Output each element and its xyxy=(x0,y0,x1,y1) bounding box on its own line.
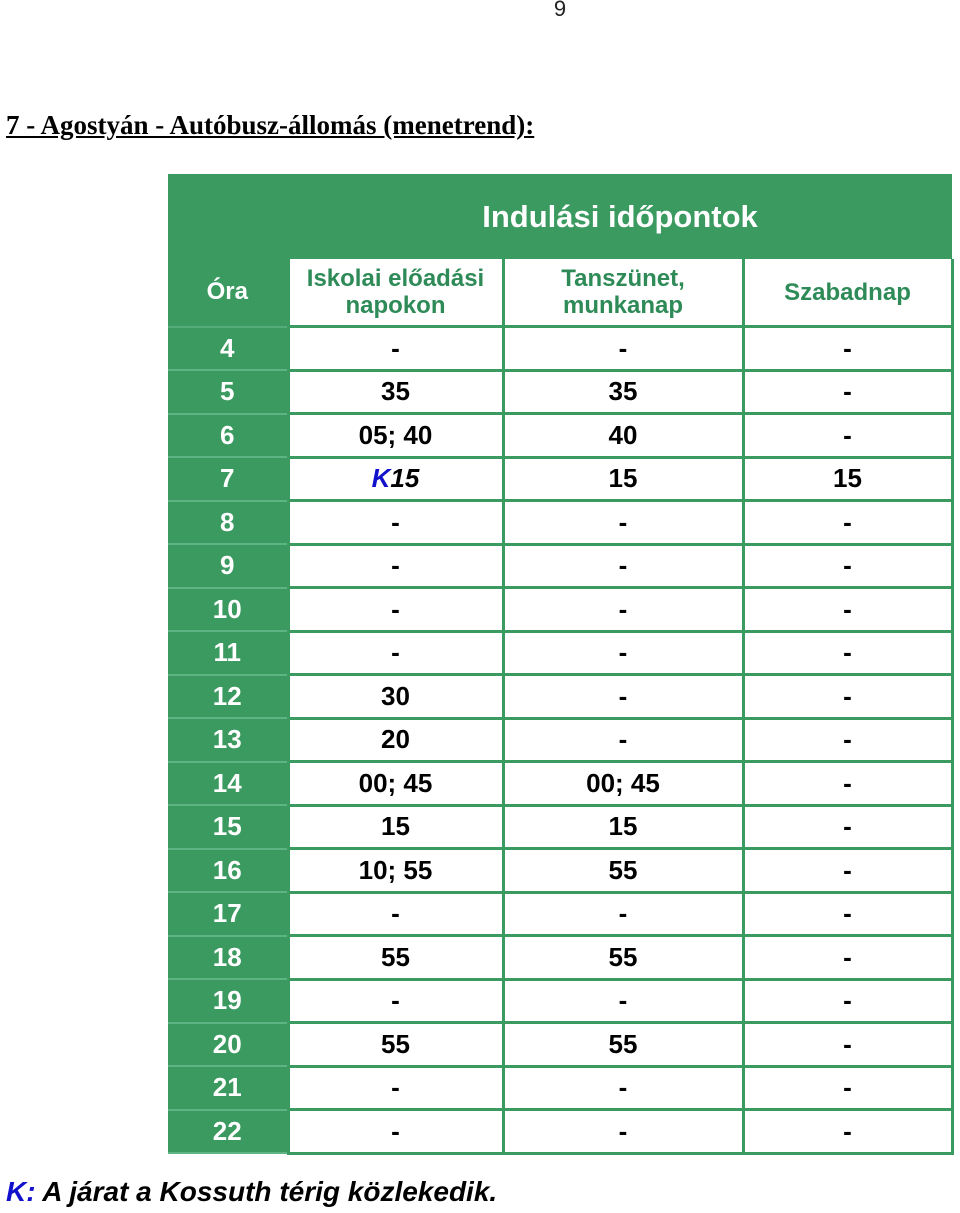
table-row xyxy=(168,718,952,762)
hour-cell: 11 xyxy=(168,631,288,675)
holiday-workday-departures: 15 xyxy=(503,805,743,849)
holiday-workday-departures: 55 xyxy=(503,936,743,980)
holiday-workday-departures: 15 xyxy=(503,457,743,501)
hour-cell: 5 xyxy=(168,370,288,414)
school-day-departures: - xyxy=(288,1110,503,1154)
banner-spacer xyxy=(168,174,288,259)
table-row xyxy=(168,588,952,632)
hour-cell: 20 xyxy=(168,1023,288,1067)
holiday-workday-departures: 40 xyxy=(503,414,743,458)
hour-cell: 8 xyxy=(168,501,288,545)
holiday-workday-departures: - xyxy=(503,979,743,1023)
page-number: 9 xyxy=(553,0,567,21)
timetable-body xyxy=(168,327,952,1154)
hour-cell: 22 xyxy=(168,1110,288,1154)
table-row xyxy=(168,805,952,849)
timetable xyxy=(168,174,954,1155)
hour-cell: 13 xyxy=(168,718,288,762)
table-banner: Indulási időpontok xyxy=(288,174,952,259)
table-row xyxy=(168,457,952,501)
day-off-departures: - xyxy=(743,414,952,458)
holiday-workday-departures: - xyxy=(503,327,743,371)
day-off-departures: - xyxy=(743,675,952,719)
day-off-departures: - xyxy=(743,762,952,806)
table-row xyxy=(168,1110,952,1154)
table-row xyxy=(168,1066,952,1110)
hour-cell: 15 xyxy=(168,805,288,849)
school-day-departures: - xyxy=(288,588,503,632)
page-title: 7 - Agostyán - Autóbusz-állomás (menetrend): xyxy=(6,110,535,140)
day-off-departures: - xyxy=(743,588,952,632)
holiday-workday-departures: - xyxy=(503,588,743,632)
school-day-departures: 10; 55 xyxy=(288,849,503,893)
school-day-departures: 55 xyxy=(288,936,503,980)
school-day-departures: 00; 45 xyxy=(288,762,503,806)
table-row xyxy=(168,762,952,806)
holiday-workday-departures: 00; 45 xyxy=(503,762,743,806)
holiday-workday-departures: - xyxy=(503,1110,743,1154)
school-day-departures: 55 xyxy=(288,1023,503,1067)
school-day-departures: - xyxy=(288,1066,503,1110)
holiday-workday-departures: 55 xyxy=(503,849,743,893)
school-day-departures: 30 xyxy=(288,675,503,719)
holiday-workday-departures: - xyxy=(503,631,743,675)
holiday-workday-departures: - xyxy=(503,501,743,545)
school-day-departures: - xyxy=(288,501,503,545)
school-day-departures: - xyxy=(288,979,503,1023)
school-day-departures: - xyxy=(288,327,503,371)
day-off-departures: - xyxy=(743,631,952,675)
table-row xyxy=(168,414,952,458)
hour-cell: 7 xyxy=(168,457,288,501)
holiday-workday-departures: - xyxy=(503,718,743,762)
hour-cell: 10 xyxy=(168,588,288,632)
hour-cell: 16 xyxy=(168,849,288,893)
table-row xyxy=(168,936,952,980)
table-row xyxy=(168,544,952,588)
table-row xyxy=(168,979,952,1023)
hour-cell: 4 xyxy=(168,327,288,371)
footnote xyxy=(6,1176,497,1208)
table-row xyxy=(168,892,952,936)
day-off-departures: - xyxy=(743,1023,952,1067)
holiday-workday-departures: - xyxy=(503,892,743,936)
school-day-departures: 15 xyxy=(288,805,503,849)
school-day-departures: 20 xyxy=(288,718,503,762)
school-day-departures: 35 xyxy=(288,370,503,414)
column-header-school-days: Iskolai előadási napokon xyxy=(288,259,503,327)
hour-cell: 6 xyxy=(168,414,288,458)
day-off-departures: - xyxy=(743,370,952,414)
table-row xyxy=(168,370,952,414)
school-day-departures: 05; 40 xyxy=(288,414,503,458)
column-header-holiday-workday: Tanszünet, munkanap xyxy=(503,259,743,327)
table-row xyxy=(168,675,952,719)
day-off-departures: - xyxy=(743,979,952,1023)
table-row xyxy=(168,849,952,893)
table-row xyxy=(168,327,952,371)
table-row xyxy=(168,501,952,545)
day-off-departures: - xyxy=(743,327,952,371)
column-header-day-off: Szabadnap xyxy=(743,259,952,327)
footnote-key: K: xyxy=(6,1176,36,1207)
hour-cell: 9 xyxy=(168,544,288,588)
day-off-departures: - xyxy=(743,544,952,588)
day-off-departures: 15 xyxy=(743,457,952,501)
day-off-departures: - xyxy=(743,1110,952,1154)
day-off-departures: - xyxy=(743,936,952,980)
table-row xyxy=(168,1023,952,1067)
hour-cell: 21 xyxy=(168,1066,288,1110)
holiday-workday-departures: - xyxy=(503,675,743,719)
school-day-departures: - xyxy=(288,892,503,936)
day-off-departures: - xyxy=(743,805,952,849)
day-off-departures: - xyxy=(743,849,952,893)
hour-cell: 14 xyxy=(168,762,288,806)
day-off-departures: - xyxy=(743,892,952,936)
holiday-workday-departures: 55 xyxy=(503,1023,743,1067)
hour-cell: 18 xyxy=(168,936,288,980)
day-off-departures: - xyxy=(743,501,952,545)
departure-minutes: 15 xyxy=(390,463,420,494)
route-marker: K xyxy=(371,463,391,494)
hour-cell: 19 xyxy=(168,979,288,1023)
day-off-departures: - xyxy=(743,718,952,762)
table-row xyxy=(168,631,952,675)
school-day-departures: - xyxy=(288,544,503,588)
school-day-departures: - xyxy=(288,631,503,675)
holiday-workday-departures: 35 xyxy=(503,370,743,414)
day-off-departures: - xyxy=(743,1066,952,1110)
hour-column-header: Óra xyxy=(168,259,288,327)
holiday-workday-departures: - xyxy=(503,1066,743,1110)
footnote-text: A járat a Kossuth térig közlekedik. xyxy=(42,1176,498,1207)
school-day-departures xyxy=(288,457,503,501)
hour-cell: 12 xyxy=(168,675,288,719)
hour-cell: 17 xyxy=(168,892,288,936)
holiday-workday-departures: - xyxy=(503,544,743,588)
